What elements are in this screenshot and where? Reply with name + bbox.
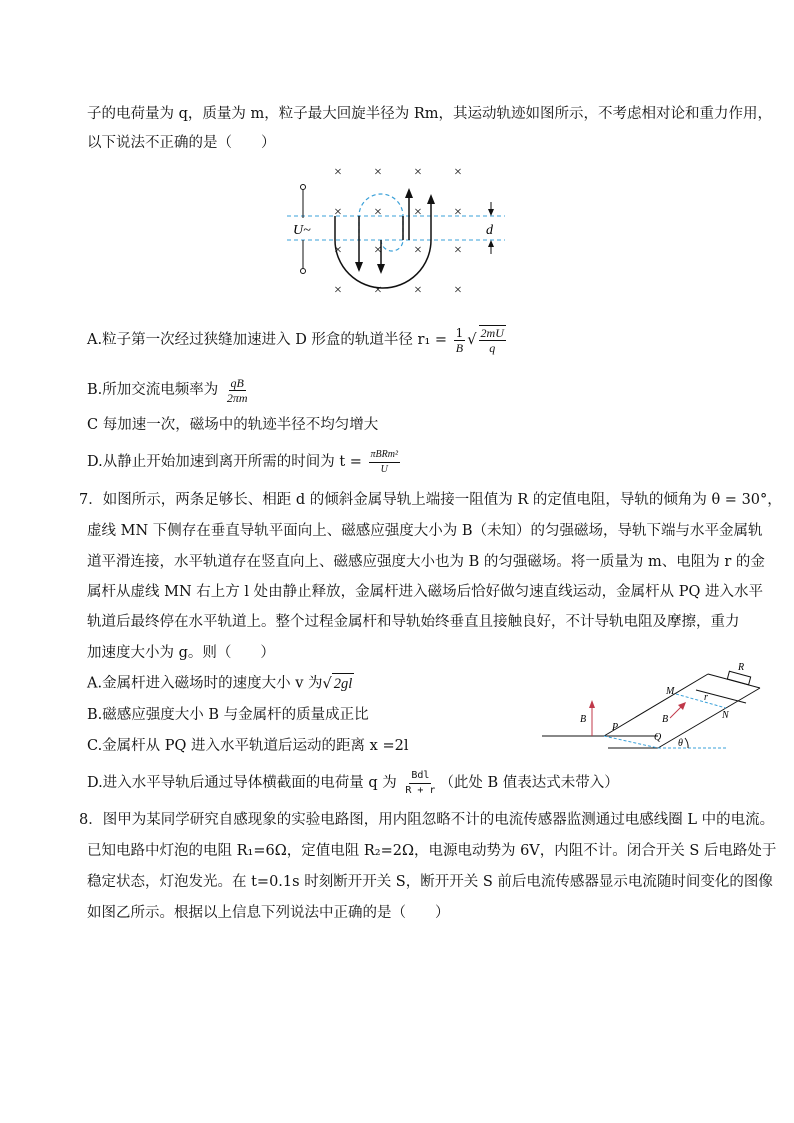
cross: × [334,283,342,298]
incline-rail-figure [538,660,768,760]
cross: × [454,165,462,180]
q6-stem-line2: 以下说法不正确的是（ ） [87,135,276,151]
q6-option-a: A.粒子第一次经过狭缝加速进入 D 形盒的轨道半径 r₁ = $\frac{1}{B}$ √ $\frac{2mU}{q}$ [87,323,508,357]
q7-option-d: D.进入水平导轨后通过导体横截面的电荷量 q 为 $\frac{\text{Bdl}}{R + r}$ （此处 B 值表达式未带入） [87,769,619,796]
label-m: M [666,686,675,697]
cross: × [414,205,422,220]
cross: × [414,243,422,258]
q7-line4: 属杆从虚线 MN 右上方 l 处由静止释放，金属杆进入磁场后恰好做匀速直线运动，金属杆从 PQ 进入水平 [87,584,763,600]
cross: × [334,165,342,180]
q7-option-b: B.磁感应强度大小 B 与金属杆的质量成正比 [87,707,369,723]
gap-width-label: d [486,223,493,238]
q8-line1: 8．图甲为某同学研究自感现象的实验电路图，用内阻忽略不计的电流传感器监测通过电感线圈 L 中的电流。 [79,812,775,828]
cross: × [374,283,382,298]
cross: × [374,165,382,180]
q7-line6: 加速度大小为 g。则（ ） [87,645,275,661]
label-p: P [612,722,619,733]
q7-line3: 道平滑连接，水平轨道存在竖直向上、磁感应强度大小也为 B 的匀强磁场。将一质量为 m、电阻为 r 的金 [87,554,765,570]
label-q: Q [654,732,662,743]
q6-option-d: D.从静止开始加速到离开所需的时间为 t = $\frac{\text{πBRm²}}{U}$ [87,448,398,475]
cross: × [414,165,422,180]
q6-stem-line1: 子的电荷量为 q，质量为 m，粒子最大回旋半径为 Rm，其运动轨迹如图所示，不考虑相对论和重力作用， [87,106,773,122]
q8-line2: 已知电路中灯泡的电阻 R₁=6Ω，定值电阻 R₂=2Ω，电源电动势为 6V，内阻不计。闭合开关 S 后电路处于 [87,843,777,859]
cross: × [334,205,342,220]
q7-option-a: A.金属杆进入磁场时的速度大小 v 为 √ 2gl [87,673,354,694]
resistor-label: R [738,662,745,673]
cross: × [414,283,422,298]
cyclotron-figure [283,160,513,300]
q7-line1: 7．如图所示，两条足够长、相距 d 的倾斜金属导轨上端接一阻值为 R 的定值电阻，导轨的倾角为 θ = 30°， [79,492,782,508]
q8-line4: 如图乙所示。根据以上信息下列说法中正确的是（ ） [87,905,450,921]
q6-option-c: C 每加速一次，磁场中的轨迹半径不均匀增大 [87,417,379,433]
label-b-incline: B [662,714,669,725]
cross: × [374,243,382,258]
label-r: r [704,692,708,703]
q7-option-c: C.金属杆从 PQ 进入水平轨道后运动的距离 x =2l [87,738,409,754]
cross: × [334,243,342,258]
q8-line3: 稳定状态，灯泡发光。在 t=0.1s 时刻断开开关 S，断开开关 S 前后电流传感器显示电流随时间变化的图像 [87,874,773,890]
voltage-label: U~ [293,223,311,238]
q6-a-fraction: $\frac{1}{B}$ [455,325,464,355]
cross: × [374,205,382,220]
label-theta: θ [678,738,683,749]
label-b-horizontal: B [580,714,587,725]
q7-line5: 轨道后最终停在水平轨道上。整个过程金属杆和导轨始终垂直且接触良好，不计导轨电阻及摩擦，重力 [87,614,740,630]
q6-option-b: B.所加交流电频率为 $\frac{qB}{2\pi m}$ [87,375,248,405]
cross: × [454,283,462,298]
q7-line2: 虚线 MN 下侧存在垂直导轨平面向上、磁感应强度大小为 B（未知）的匀强磁场，导轨下端与水平金属轨 [87,523,763,539]
q6-a-sqrt: √ $\frac{2mU}{q}$ [467,326,504,355]
label-n: N [722,710,729,721]
cross: × [454,243,462,258]
cross: × [454,205,462,220]
